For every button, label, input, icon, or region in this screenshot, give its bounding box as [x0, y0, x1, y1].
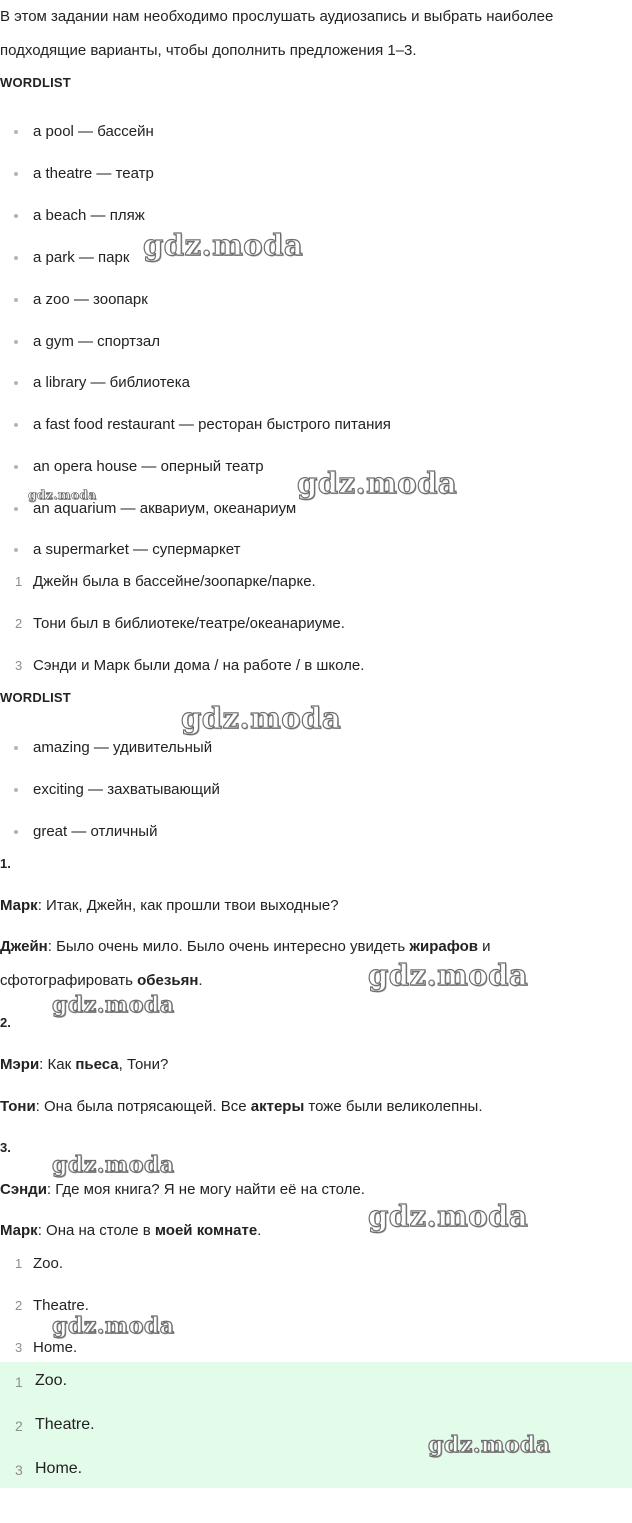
bullet-icon — [14, 423, 18, 427]
bullet-icon — [14, 507, 18, 511]
answer-box: 1 Zoo. 2 Theatre. 3 Home. — [0, 1362, 632, 1488]
emphasis: актеры — [250, 1098, 305, 1115]
wordlist-heading: WORDLIST — [0, 690, 71, 705]
watermark: gdz.moda — [368, 958, 529, 992]
dialogue-line: Тони: Она была потрясающей. Все актеры тоже были великолепны. — [0, 1098, 483, 1115]
dialogue-line: Марк: Она на столе в моей комнате. — [0, 1222, 262, 1239]
emphasis: жирафов — [409, 938, 479, 955]
watermark: gdz.moda — [143, 228, 304, 262]
watermark: gdz.moda — [181, 701, 342, 735]
watermark: gdz.moda — [52, 1313, 175, 1339]
watermark: gdz.moda — [28, 488, 97, 502]
watermark: gdz.moda — [52, 1152, 175, 1178]
speaker-name: Сэнди — [0, 1181, 47, 1198]
speaker-name: Марк — [0, 1222, 38, 1239]
dialogue-line: Мэри: Как пьеса, Тони? — [0, 1056, 169, 1073]
bullet-icon — [14, 465, 18, 469]
dialogue-number: 1. — [0, 856, 11, 871]
bullet-icon — [14, 548, 18, 552]
speaker-name: Марк — [0, 897, 38, 914]
bullet-icon — [14, 830, 18, 834]
emphasis: пьеса — [75, 1056, 119, 1073]
bullet-icon — [14, 340, 18, 344]
wordlist-heading: WORDLIST — [0, 75, 71, 90]
speaker-name: Джейн — [0, 938, 48, 955]
bullet-icon — [14, 130, 18, 134]
dialogue-line: сфотографировать обезьян. — [0, 972, 203, 989]
speaker-name: Мэри — [0, 1056, 40, 1073]
watermark: gdz.moda — [428, 1432, 551, 1458]
watermark: gdz.moda — [368, 1199, 529, 1233]
bullet-icon — [14, 788, 18, 792]
dialogue-number: 3. — [0, 1140, 11, 1155]
bullet-icon — [14, 172, 18, 176]
bullet-icon — [14, 214, 18, 218]
watermark: gdz.moda — [52, 992, 175, 1018]
intro-paragraph: В этом задании нам необходимо прослушать аудиозапись и выбрать наиболее подходящие варианты, чтобы дополнить предложения 1–3. — [0, 8, 554, 59]
dialogue-number: 2. — [0, 1015, 11, 1030]
dialogue-line: Джейн: Было очень мило. Было очень интересно увидеть жирафов и — [0, 938, 491, 955]
bullet-icon — [14, 298, 18, 302]
dialogue-line: Сэнди: Где моя книга? Я не могу найти её на столе. — [0, 1181, 365, 1198]
bullet-icon — [14, 746, 18, 750]
bullet-icon — [14, 256, 18, 260]
bullet-icon — [14, 381, 18, 385]
dialogue-line: Марк: Итак, Джейн, как прошли твои выходные? — [0, 897, 339, 914]
emphasis: обезьян — [137, 972, 199, 989]
speaker-name: Тони — [0, 1098, 36, 1115]
watermark: gdz.moda — [297, 466, 458, 500]
emphasis: моей комнате — [154, 1222, 258, 1239]
